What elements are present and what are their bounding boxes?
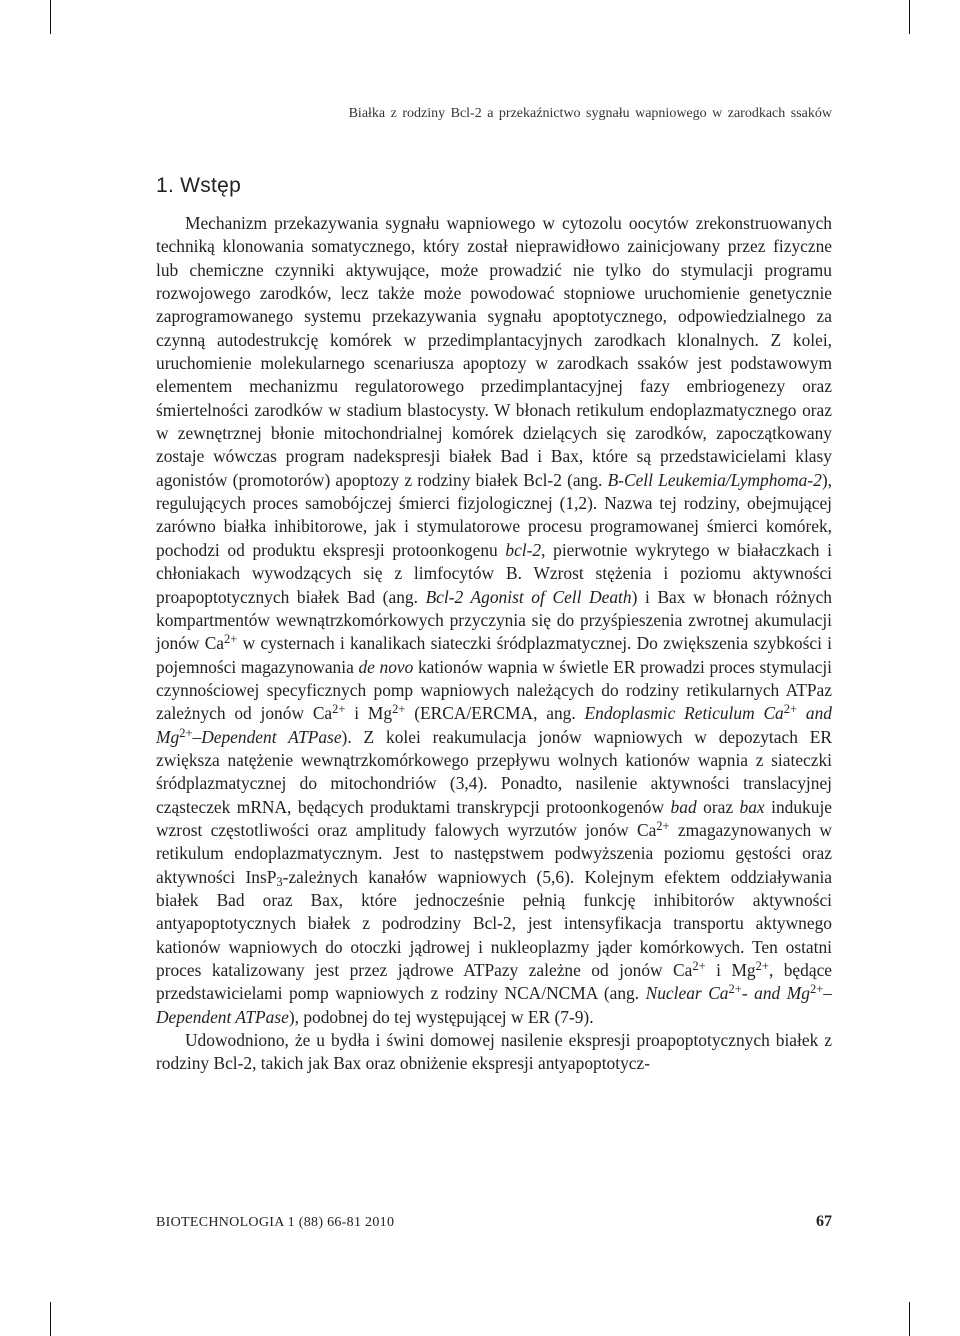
text-run: Mechanizm przekazywania sygnału wapniowego w cytozolu oocytów zrekonstruowanych techniką klonowania somatycznego, który został nieprawidłowo zainicjowany przez fizyczne lub chemiczne czynniki aktywujące, może prowadzić nie tylko do stymulacji programu rozwojowego zarodków, lecz także może powodować stopniowe uruchomienie genetycznie zaprogramowanego systemu przekazywania sygnału apoptotycznego, odpowiedzialnego za czynną autodestrukcję komórek w przedimplantacyjnych zarodkach klonalnych. Z kolei, uruchomienie molekularnego scenariusza apoptozy w zarodkach ssaków jest podstawowym elementem mechanizmu regulatorowego przedimplantacyjnej fazy embriogenezy oraz śmiertelności zarodków w stadium blastocysty. W błonach retikulum endoplazmatycznego oraz w zewnętrznej błonie mitochondrialnej komórek dzielących się zarodków, zapoczątkowany zostaje wówczas program nadekspresji białek Bad i Bax, które są przedstawicielami klasy agonistów (promotorów) apoptozy z rodziny białek Bcl-2 (ang.: [156, 213, 832, 490]
superscript: 2+: [179, 725, 193, 740]
superscript: 2+: [783, 701, 798, 716]
text-run: ), regulujących proces samobójczej śmierci fizjologicznej (1,2). Nazwa tej rodziny, obejmującej zarówno białka inhibitorowe, jak i stymulatorowe procesu programowanej śmierci komórek, pochodzi od produktu ekspresji protoonkogenu: [156, 469, 832, 560]
italic-text: Nuclear Ca: [645, 983, 729, 1004]
text-run: (ERCA/ERCMA, ang.: [405, 703, 585, 724]
crop-mark-top-right: [909, 0, 910, 34]
text-run: i Mg: [705, 960, 756, 980]
italic-text: –Dependent ATPase: [192, 726, 342, 747]
text-run: ) i Bax w błonach różnych kompartmentów wewnątrzkomórkowych przyczynia się do przyśpieszenia zwrotnej akumulacji jonów Ca: [156, 586, 832, 654]
crop-mark-top-left: [50, 0, 51, 34]
text-run: ), podobnej do tej występującej w ER (7-9).: [288, 1006, 594, 1027]
superscript: 2+: [755, 958, 769, 973]
body-text: [156, 212, 832, 1076]
superscript: 2+: [392, 701, 406, 716]
text-run: , pierwotnie wykrytego w białaczkach i chłoniakach wywodzących się z limfocytów B. Wzrost stężenia i poziomu aktywności proapoptotycznych białek Bad (ang.: [156, 539, 832, 607]
superscript: 2+: [656, 818, 670, 833]
text-run: oraz: [696, 796, 740, 817]
running-head: Białka z rodziny Bcl-2 a przekaźnictwo sygnału wapniowego w zarodkach ssaków: [348, 106, 832, 121]
italic-text: Bcl-2 Agonist of Cell Death: [425, 586, 632, 607]
text-run: kationów wapnia w świetle ER prowadzi proces stymulacji czynnościowej specyficznych pomp wapniowych należących do rodziny retikularnych ATPaz zależnych od jonów Ca: [156, 656, 832, 724]
text-run: , będące przedstawicielami pomp wapniowych z rodziny NCA/NCMA (ang.: [156, 960, 833, 1004]
section-title: Wstęp: [180, 174, 242, 197]
superscript: 2+: [224, 631, 238, 646]
text-run: -zależnych kanałów wapniowych (5,6). Kolejnym efektem oddziaływania białek Bad oraz Bax, które jednocześnie pełnią funkcję inhibitorów aktywności antyapoptotycznych białek z podrodziny Bcl-2, jest intensyfikacja transportu aktywnego kationów wapniowych do otoczki jądrowej i nukleoplazmy jąder komórkowych. Ten ostatni proces katalizowany jest przez jądrowe ATPazy zależne od jonów Ca: [156, 866, 832, 980]
text-run: ). Z kolei reakumulacja jonów wapniowych w depozytach ER zwiększa natężenie wewnątrzkomórkowego przepływu wolnych kationów wapnia z siateczki śródplazmatycznej do mitochondriów (3,4). Ponadto, nasilenie aktywności translacyjnej cząsteczek mRNA, będących produktami transkrypcji protoonkogenów: [156, 726, 832, 817]
section-heading: [156, 174, 241, 198]
italic-text: - and Mg: [741, 983, 810, 1004]
crop-mark-bottom-right: [909, 1302, 910, 1336]
text-run: w cysternach i kanalikach siateczki śródplazmatycznej. Do zwiększenia szybkości i pojemności magazynowania: [156, 633, 832, 677]
text-run: Udowodniono, że u bydła i świni domowej nasilenie ekspresji proapoptotycznych białek z rodziny Bcl-2, takich jak Bax oraz obniżenie ekspresji antyapoptotycz-: [156, 1030, 832, 1074]
text-run: zmagazynowanych w retikulum endoplazmatycznym. Jest to następstwem podwyższenia poziomu gęstości oraz aktywności InsP: [156, 819, 832, 887]
paragraph: [156, 1029, 832, 1076]
italic-text: de novo: [358, 656, 414, 677]
subscript: 3: [276, 874, 283, 889]
italic-text: bad: [670, 796, 697, 817]
footer-journal-citation: BIOTECHNOLOGIA 1 (88) 66-81 2010: [156, 1215, 395, 1230]
section-number: 1.: [156, 174, 175, 197]
superscript: 2+: [809, 982, 824, 997]
crop-mark-bottom-left: [50, 1302, 51, 1336]
superscript: 2+: [332, 701, 346, 716]
italic-text: bax: [739, 796, 765, 817]
italic-text: bcl-2: [505, 539, 542, 560]
text-run: indukuje wzrost częstotliwości oraz amplitudy falowych wyrzutów jonów Ca: [156, 796, 832, 840]
italic-text: Endoplasmic Reticulum Ca: [584, 703, 784, 724]
superscript: 2+: [728, 982, 742, 997]
page-number: 67: [816, 1213, 832, 1230]
italic-text: and Mg: [156, 703, 832, 747]
text-run: i Mg: [345, 703, 393, 724]
italic-text: –Dependent ATPase: [156, 983, 832, 1027]
italic-text: B-Cell Leukemia/Lymphoma-2: [607, 469, 822, 490]
paragraph: [156, 212, 832, 1029]
superscript: 2+: [692, 958, 706, 973]
